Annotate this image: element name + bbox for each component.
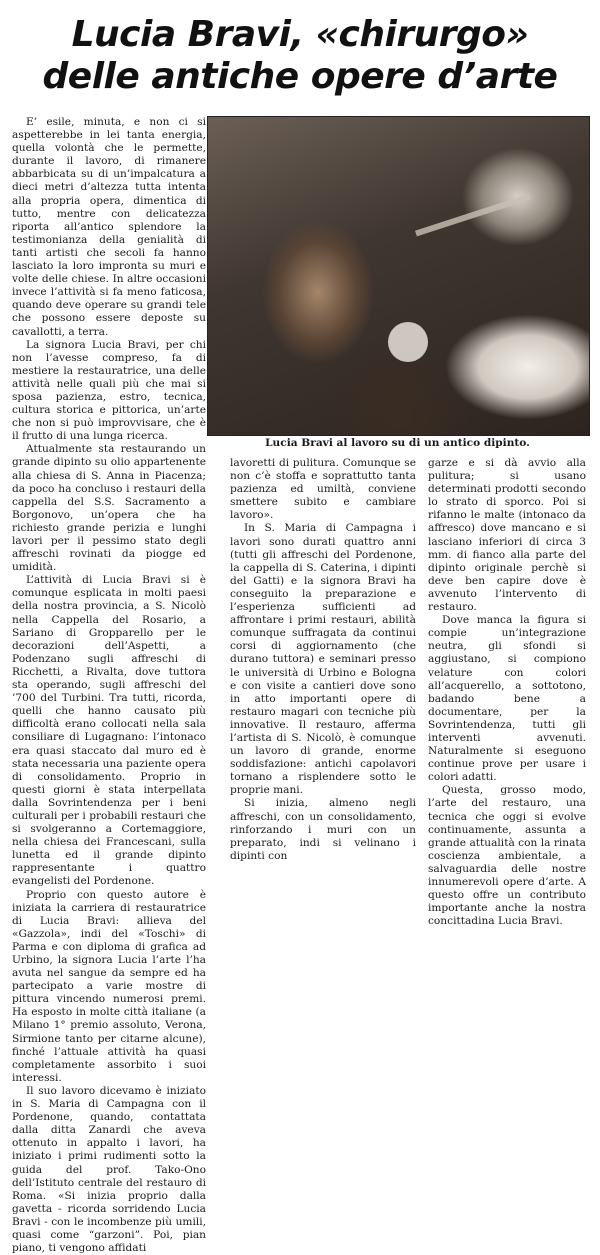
- paragraph: E’ esile, minuta, e non ci si aspetterebbe in lei tanta energia, quella volontà che le permette, durante il lavoro, di rimanere abbarbicata su di un’impalcatura a dieci metri d’altezza tutta intenta alla propria opera, dimentica di tutto, mentre con delicatezza riporta all’antico splendore la testimonianza della genialità di tanti artisti che secoli fa hanno lasciato la loro impronta su muri e volte delle chiese. In altre occasioni invece l’attività si fa meno faticosa, quando deve operare su grandi tele che possono essere deposte su cavallotti, a terra.: [12, 116, 206, 338]
- paragraph: Attualmente sta restaurando un grande dipinto su olio appartenente alla chiesa di S. Anna in Piacenza; da poco ha concluso i restauri della cappella del S.S. Sacramento a Borgonovo, un’opera che ha richiesto grande perizia e lunghi lavori per il pessimo stato degli affreschi rovinati da piogge ed umidità.: [12, 443, 206, 574]
- headline-line-2: delle antiche opere d’arte: [42, 56, 558, 97]
- paragraph: Dove manca la figura si compie un’integrazione neutra, gli sfondi si aggiustano, si compiono velature con colori all’acquerello, a sottotono, badando bene a documentare, per la Sovrintendenza, tutti gli interventi avvenuti. Naturalmente si eseguono continue prove per usare i colori adatti.: [428, 614, 586, 784]
- article-column-2: [230, 457, 416, 863]
- paragraph: Questa, grosso modo, l’arte del restauro, una tecnica che oggi si evolve continuamente, assunta a grande attualità con la rinata coscienza ambientale, a salvaguardia delle nostre innumerevoli opere d’arte. A questo offre un contributo importante anche la nostra concittadina Lucia Bravi.: [428, 784, 586, 928]
- paragraph: L’attività di Lucia Bravi si è comunque esplicata in molti paesi della nostra provincia, a S. Nicolò nella Cappella del Rosario, a Sariano di Gropparello per le decorazioni dell’Aspetti, a Podenzano sugli affreschi di Ricchetti, a Rivalta, dove tuttora sta operando, sugli affreschi del ’700 del Turbini. Tra tutti, ricorda, quelli che hanno causato più difficoltà erano collocati nella sala consiliare di Lugagnano: l’intonaco era quasi staccato dal muro ed è stata necessaria una paziente opera di consolidamento. Proprio in questi giorni è stata interpellata dalla Sovrintendenza per i beni culturali per i probabili restauri che si svolgeranno a Cortemaggiore, nella chiesa dei Francescani, sulla lunetta ed il grande dipinto rappresentante i quattro evangelisti del Pordenone.: [12, 574, 206, 888]
- restoration-photo: [207, 116, 590, 436]
- paragraph: In S. Maria di Campagna i lavori sono durati quattro anni (tutti gli affreschi del Pordenone, la cappella di S. Caterina, i dipinti del Gatti) e la signora Bravi ha conseguito la preparazione e l’esperienza sufficienti ad affrontare i primi restauri, abilità comunque suffragata da continui corsi di aggiornamento (che durano tuttora) e seminari presso le università di Urbino e Bologna e con visite a cantieri dove sono in atto importanti opere di restauro magari con tecniche più innovative. Il restauro, afferma l’artista di S. Nicolò, è comunque un lavoro di grande, enorme soddisfazione: antichi capolavori tornano a risplendere sotto le proprie mani.: [230, 522, 416, 797]
- paragraph: Il suo lavoro dicevamo è iniziato in S. Maria di Campagna con il Pordenone, quando, contattata dalla ditta Zanardi che aveva ottenuto in appalto i lavori, ha iniziato i primi rudimenti sotto la guida del prof. Tako-Ono dell’Istituto centrale del restauro di Roma. «Si inizia proprio dalla gavetta - ricorda sorridendo Lucia Bravi - con le incombenze più umili, quasi come “garzoni”. Poi, pian piano, ti vengono affidati: [12, 1084, 206, 1255]
- paragraph: La signora Lucia Bravi, per chi non l’avesse compreso, fa di mestiere la restauratrice, una delle attività nelle quali più che mai si sposa pazienza, estro, tecnica, cultura storica e pittorica, un’arte che non si può improvvisare, che è il frutto di una lunga ricerca.: [12, 338, 206, 443]
- headline-line-1: Lucia Bravi, «chirurgo»: [71, 14, 529, 55]
- article-column-3: [428, 457, 586, 928]
- photo-caption: Lucia Bravi al lavoro su di un antico dipinto.: [265, 437, 530, 449]
- headline: [0, 14, 600, 98]
- paragraph: garze e si dà avvio alla pulitura; si usano determinati prodotti secondo lo strato di sporco. Poi si rifanno le malte (intonaco da affresco) dove mancano e si lasciano inferiori di circa 3 mm. di fianco alla parte del dipinto originale perchè si deve ben capire dove è avvenuto l’intervento di restauro.: [428, 457, 586, 614]
- paragraph: Si inizia, almeno negli affreschi, con un consolidamento, rinforzando i muri con un preparato, indi si velinano i dipinti con: [230, 797, 416, 862]
- paragraph: lavoretti di pulitura. Comunque se non c’è stoffa e soprattutto tanta pazienza ed umiltà, conviene smettere subito e cambiare lavoro».: [230, 457, 416, 522]
- article-column-1: [12, 116, 206, 1255]
- paragraph: Proprio con questo autore è iniziata la carriera di restauratrice di Lucia Bravi: allieva del «Gazzola», indi del «Toschi» di Parma e con diploma di grafica ad Urbino, la signora Lucia l’arte l’ha avuta nel sangue da sempre ed ha partecipato a varie mostre di pittura vincendo numerosi premi. Ha esposto in molte città italiane (a Milano 1° premio assoluto, Verona, Sirmione tanto per citarne alcune), finché l’attuale attività ha quasi completamente assorbito i suoi interessi.: [12, 888, 206, 1084]
